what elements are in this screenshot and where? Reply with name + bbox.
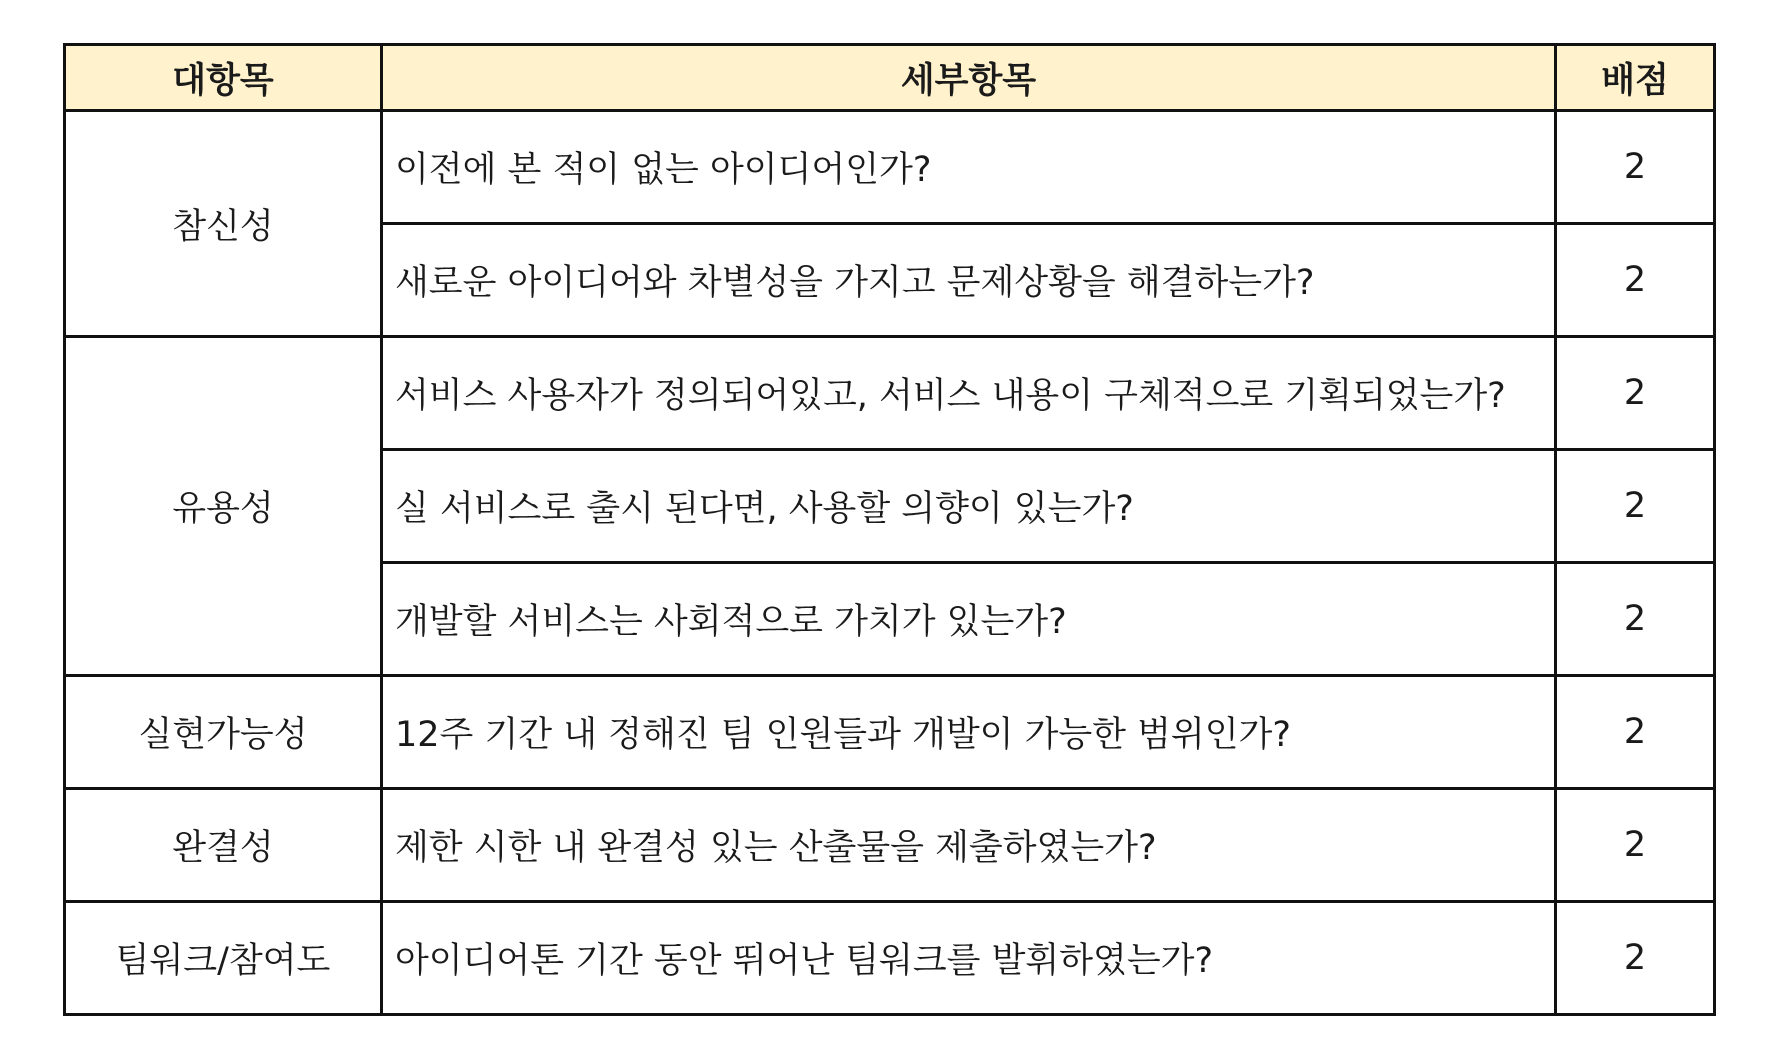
- header-detail: 세부항목: [382, 45, 1556, 111]
- table-row: [65, 337, 1715, 450]
- score-cell: 2: [1556, 789, 1715, 902]
- score-cell: 2: [1556, 563, 1715, 676]
- header-category: 대항목: [65, 45, 382, 111]
- score-cell: 2: [1556, 111, 1715, 224]
- evaluation-criteria-table: [63, 43, 1716, 1016]
- detail-cell: 아이디어톤 기간 동안 뛰어난 팀워크를 발휘하였는가?: [382, 902, 1556, 1015]
- score-cell: 2: [1556, 902, 1715, 1015]
- detail-cell: 이전에 본 적이 없는 아이디어인가?: [382, 111, 1556, 224]
- table-row: [65, 789, 1715, 902]
- score-cell: 2: [1556, 676, 1715, 789]
- table-row: [65, 676, 1715, 789]
- category-cell: 유용성: [65, 337, 382, 676]
- category-cell: 완결성: [65, 789, 382, 902]
- category-cell: 실현가능성: [65, 676, 382, 789]
- detail-cell: 제한 시한 내 완결성 있는 산출물을 제출하였는가?: [382, 789, 1556, 902]
- category-cell: 팀워크/참여도: [65, 902, 382, 1015]
- detail-cell: 12주 기간 내 정해진 팀 인원들과 개발이 가능한 범위인가?: [382, 676, 1556, 789]
- detail-cell: 실 서비스로 출시 된다면, 사용할 의향이 있는가?: [382, 450, 1556, 563]
- table-row: [65, 111, 1715, 224]
- table-row: [65, 902, 1715, 1015]
- table-header-row: [65, 45, 1715, 111]
- header-score: 배점: [1556, 45, 1715, 111]
- detail-cell: 개발할 서비스는 사회적으로 가치가 있는가?: [382, 563, 1556, 676]
- detail-cell: 새로운 아이디어와 차별성을 가지고 문제상황을 해결하는가?: [382, 224, 1556, 337]
- detail-cell: 서비스 사용자가 정의되어있고, 서비스 내용이 구체적으로 기획되었는가?: [382, 337, 1556, 450]
- score-cell: 2: [1556, 450, 1715, 563]
- category-cell: 참신성: [65, 111, 382, 337]
- score-cell: 2: [1556, 224, 1715, 337]
- score-cell: 2: [1556, 337, 1715, 450]
